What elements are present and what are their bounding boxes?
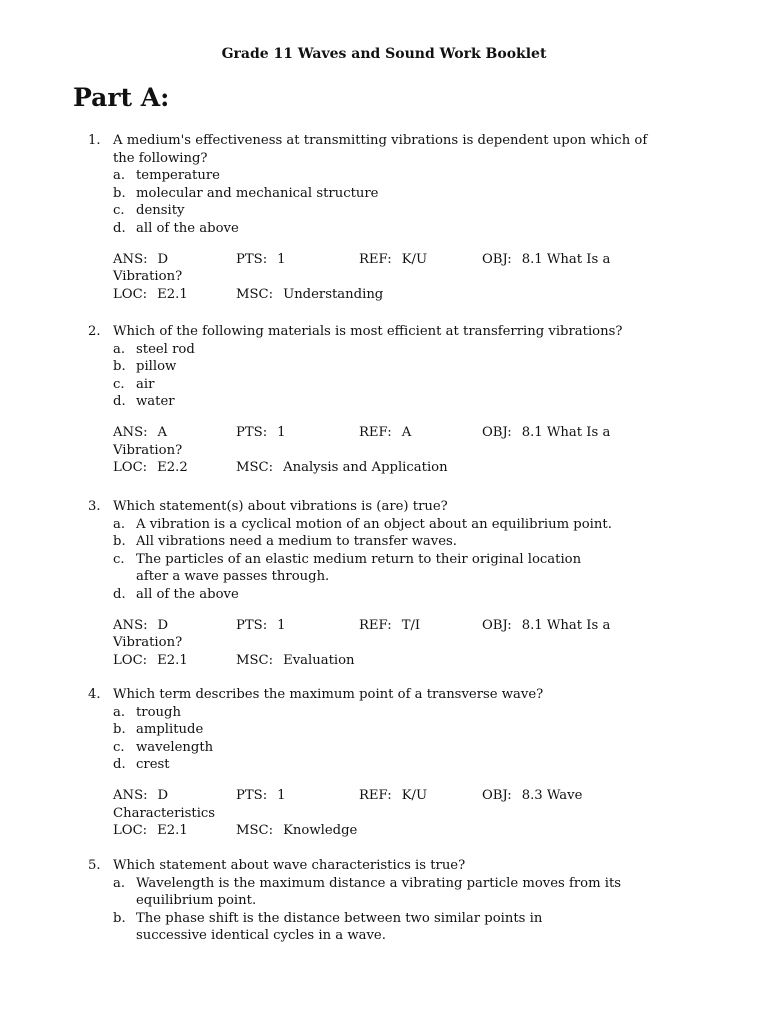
choice-list	[113, 341, 648, 411]
points-field: PTS: 1	[236, 251, 286, 267]
reference-field: REF: K/U	[359, 788, 428, 803]
answer-field: ANS: D	[113, 788, 169, 803]
reference-field: REF: K/U	[359, 251, 428, 267]
choice-d: d. crest	[113, 757, 170, 772]
answer-metadata	[113, 424, 648, 477]
location-field: LOC: E2.2	[113, 460, 188, 475]
choice-c: c. density	[113, 203, 185, 218]
choice-c: c. The particles of an elastic medium return to their original location after a wave passes through.	[113, 551, 582, 584]
choice-d: d. all of the above	[113, 220, 239, 236]
choice-c: c. air	[113, 376, 155, 392]
question-4	[88, 686, 648, 840]
choice-b: b. amplitude	[113, 722, 204, 737]
objective-continuation: Vibration?	[113, 269, 183, 284]
part-heading: Part A:	[73, 83, 170, 112]
answer-field: ANS: D	[113, 251, 169, 267]
answer-field: ANS: A	[113, 425, 168, 440]
question-number: 1.	[88, 133, 101, 148]
choice-b: b. All vibrations need a medium to transfer waves.	[113, 534, 457, 549]
choice-d: d. all of the above	[113, 586, 239, 602]
choice-list	[113, 167, 648, 237]
choice-b: b. The phase shift is the distance between two similar points in successive identical cycles in a wave.	[113, 910, 543, 943]
points-field: PTS: 1	[236, 425, 286, 440]
objective-continuation: Vibration?	[113, 442, 183, 458]
question-text: Which statement(s) about vibrations is (are) true?	[113, 499, 448, 514]
reference-field: REF: T/I	[359, 617, 421, 633]
objective-continuation: Vibration?	[113, 635, 183, 650]
objective-field: OBJ: 8.1 What Is a	[482, 617, 611, 633]
question-5	[88, 857, 648, 945]
skill-field: MSC: Evaluation	[236, 652, 355, 668]
choice-list	[113, 875, 648, 945]
objective-field: OBJ: 8.1 What Is a	[482, 425, 611, 440]
skill-field: MSC: Analysis and Application	[236, 460, 448, 475]
answer-metadata	[113, 251, 648, 304]
choice-a: a. A vibration is a cyclical motion of an object about an equilibrium point.	[113, 516, 612, 532]
question-number: 4.	[88, 687, 101, 702]
choice-a: a. trough	[113, 704, 181, 720]
answer-metadata	[113, 787, 648, 840]
skill-field: MSC: Understanding	[236, 286, 384, 302]
skill-field: MSC: Knowledge	[236, 823, 358, 838]
choice-a: a. Wavelength is the maximum distance a vibrating particle moves from its equilibrium point.	[113, 875, 622, 908]
question-text: Which term describes the maximum point of a transverse wave?	[113, 687, 544, 702]
question-text: A medium's effectiveness at transmitting vibrations is dependent upon which of the following?	[113, 133, 648, 166]
question-text: Which of the following materials is most efficient at transferring vibrations?	[113, 324, 623, 339]
choice-list	[113, 704, 648, 774]
objective-continuation: Characteristics	[113, 805, 216, 821]
objective-field: OBJ: 8.3 Wave	[482, 788, 583, 803]
choice-c: c. wavelength	[113, 739, 214, 755]
choice-list	[113, 516, 648, 604]
choice-d: d. water	[113, 394, 175, 409]
reference-field: REF: A	[359, 425, 412, 440]
answer-field: ANS: D	[113, 617, 169, 633]
points-field: PTS: 1	[236, 788, 286, 803]
location-field: LOC: E2.1	[113, 823, 188, 838]
question-2	[88, 323, 648, 477]
location-field: LOC: E2.1	[113, 286, 188, 302]
choice-b: b. molecular and mechanical structure	[113, 185, 379, 201]
question-number: 5.	[88, 858, 101, 873]
question-3	[88, 498, 648, 669]
question-text: Which statement about wave characteristics is true?	[113, 858, 466, 873]
choice-a: a. steel rod	[113, 341, 195, 357]
choice-a: a. temperature	[113, 168, 220, 183]
answer-metadata	[113, 617, 648, 670]
question-number: 2.	[88, 324, 101, 339]
question-number: 3.	[88, 499, 101, 514]
objective-field: OBJ: 8.1 What Is a	[482, 251, 611, 267]
question-1	[88, 132, 648, 303]
page-title: Grade 11 Waves and Sound Work Booklet	[221, 46, 547, 62]
choice-b: b. pillow	[113, 359, 177, 374]
points-field: PTS: 1	[236, 617, 286, 633]
location-field: LOC: E2.1	[113, 652, 188, 668]
